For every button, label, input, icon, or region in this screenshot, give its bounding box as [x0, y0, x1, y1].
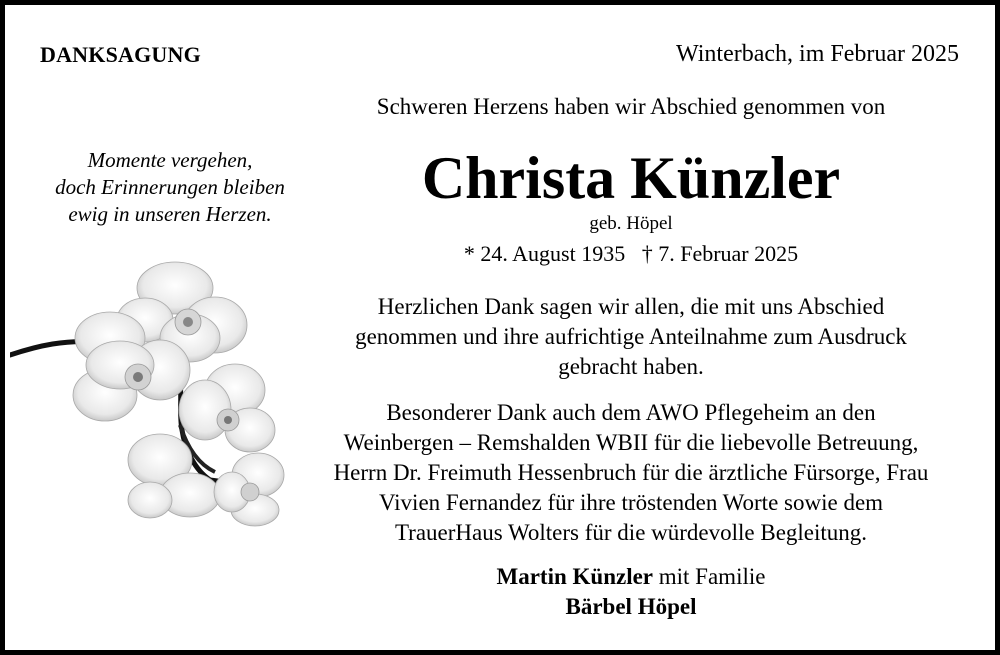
signatures: [305, 562, 957, 622]
place-date: Winterbach, im Februar 2025: [676, 41, 959, 67]
quote-line: doch Erinnerungen bleiben: [55, 175, 285, 199]
signature-line-1: [305, 562, 957, 592]
special-thanks-paragraph: [295, 398, 967, 548]
signature-line-2: [305, 592, 957, 622]
signature-suffix: mit Familie: [653, 564, 766, 589]
paragraph-line: Herzlichen Dank sagen wir allen, die mit uns Abschied: [377, 294, 885, 319]
memorial-quote: [25, 147, 315, 228]
paragraph-line: gebracht haben.: [558, 354, 704, 379]
signature-name: Bärbel Höpel: [565, 594, 697, 619]
paragraph-line: TrauerHaus Wolters für die würdevolle Begleitung.: [394, 520, 868, 545]
deceased-name: Christa Künzler: [421, 145, 841, 211]
paragraph-line: Besonderer Dank auch dem AWO Pflegeheim an den: [386, 400, 876, 425]
paragraph-line: Vivien Fernandez für ihre tröstenden Worte sowie dem: [378, 490, 884, 515]
paragraph-line: Weinbergen – Remshalden WBII für die liebevolle Betreuung,: [343, 430, 919, 455]
thanks-paragraph: [295, 292, 967, 382]
signature-name: Martin Künzler: [496, 564, 654, 589]
paragraph-line: genommen und ihre aufrichtige Anteilnahme zum Ausdruck: [355, 324, 907, 349]
intro-text: Schweren Herzens haben wir Abschied genommen von: [376, 94, 886, 119]
header-title: DANKSAGUNG: [40, 42, 201, 67]
quote-line: ewig in unseren Herzen.: [68, 202, 272, 226]
birth-name: geb. Höpel: [589, 213, 673, 234]
paragraph-line: Herrn Dr. Freimuth Hessenbruch für die ärztliche Fürsorge, Frau: [333, 460, 929, 485]
life-dates: * 24. August 1935 † 7. Februar 2025: [463, 241, 799, 266]
orchid-image: [10, 260, 290, 530]
quote-line: Momente vergehen,: [87, 148, 253, 172]
